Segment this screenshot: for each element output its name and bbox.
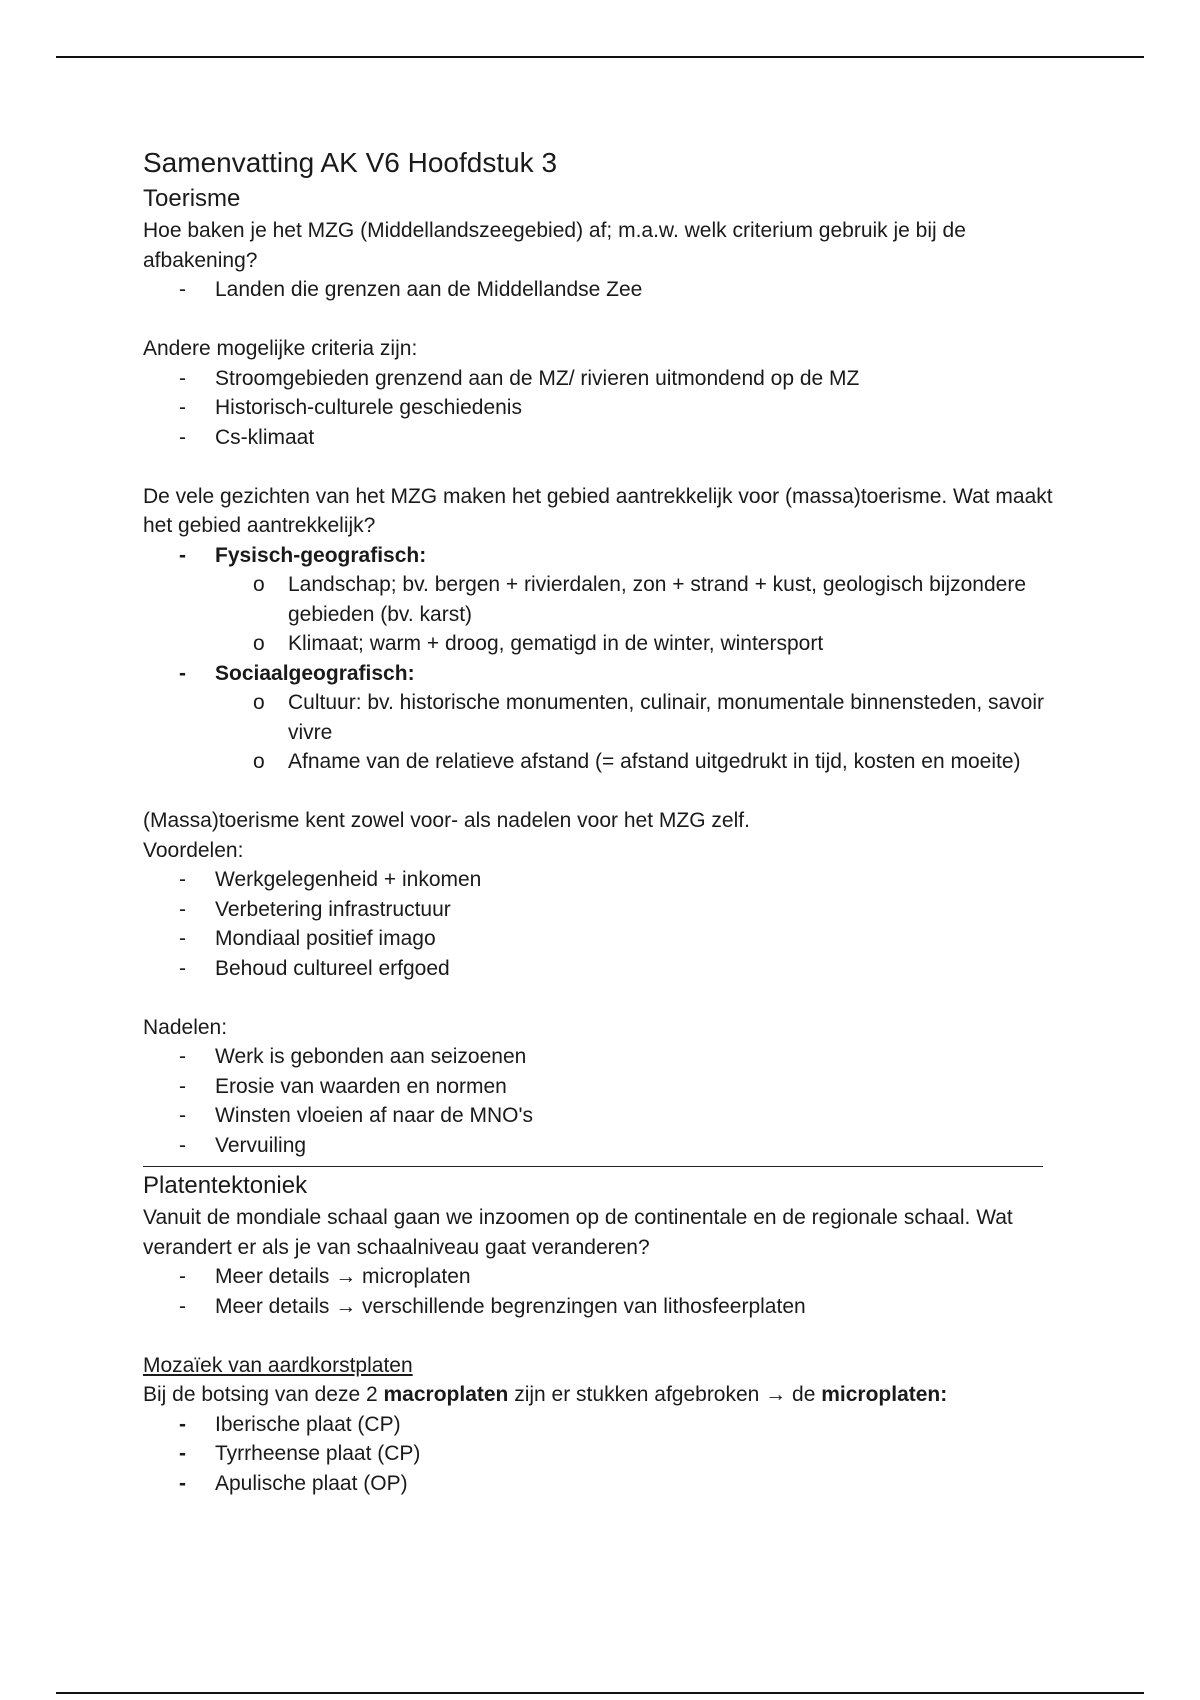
social-sublist — [143, 688, 1063, 777]
list-item: - Landen die grenzen aan de Middellandse Zee — [143, 275, 1063, 305]
dash-bullet: - — [179, 1412, 186, 1436]
list-item: - Stroomgebieden grenzend aan de MZ/ rivieren uitmondend op de MZ — [143, 364, 1063, 394]
list-item: - Vervuiling — [143, 1131, 1063, 1161]
list-item: - Iberische plaat (CP) — [143, 1410, 1063, 1440]
dash-bullet: - — [179, 543, 186, 567]
cons-label: Nadelen: — [143, 1015, 228, 1039]
dash-bullet: - — [179, 956, 186, 980]
section-heading-toerisme: Toerisme — [143, 185, 241, 212]
footer-rule — [56, 1692, 1144, 1694]
cons-list — [143, 1042, 1063, 1160]
question-paragraph: Hoe baken je het MZG (Middellandszeegebied) af; m.a.w. welk criterium gebruik je bij de afbakening? — [143, 219, 966, 272]
list-item: o Cultuur: bv. historische monumenten, culinair, monumentale binnensteden, savoir vivre — [143, 688, 1063, 747]
list-item: - Erosie van waarden en normen — [143, 1072, 1063, 1102]
list-item — [143, 659, 1063, 689]
list-item: - Mondiaal positief imago — [143, 924, 1063, 954]
list-item: o Landschap; bv. bergen + rivierdalen, zon + strand + kust, geologisch bijzondere gebieden (bv. karst) — [143, 570, 1063, 629]
list-item: - Werk is gebonden aan seizoenen — [143, 1042, 1063, 1072]
list-item: - Winsten vloeien af naar de MNO's — [143, 1101, 1063, 1131]
list-item: - Apulische plaat (OP) — [143, 1469, 1063, 1499]
list-item: - Meer details → microplaten — [143, 1262, 1063, 1292]
dash-bullet: - — [179, 1265, 186, 1288]
dash-bullet: - — [179, 1133, 186, 1157]
circle-bullet: o — [253, 691, 265, 714]
list-item — [143, 541, 1063, 571]
section-heading-platentektoniek: Platentektoniek — [143, 1172, 308, 1199]
dash-bullet: - — [179, 868, 186, 891]
section-separator — [143, 1166, 1043, 1167]
header-rule — [56, 56, 1144, 58]
list-item: - Verbetering infrastructuur — [143, 895, 1063, 925]
pros-label: Voordelen: — [143, 838, 244, 862]
list-item: o Afname van de relatieve afstand (= afstand uitgedrukt in tijd, kosten en moeite) — [143, 747, 1063, 777]
scale-change-list — [143, 1262, 1063, 1321]
attractiveness-intro: De vele gezichten van het MZG maken het gebied aantrekkelijk voor (massa)toerisme. Wat maakt het gebied aantrekkelijk? — [143, 484, 1053, 537]
scale-intro: Vanuit de mondiale schaal gaan we inzoomen op de continentale en de regionale schaal. Wat verandert er als je van schaalniveau gaat veranderen? — [143, 1206, 1013, 1259]
document-body — [143, 144, 1063, 1498]
macroplates-term: macroplaten — [383, 1383, 509, 1406]
attractiveness-list — [143, 541, 1063, 571]
dash-bullet: - — [179, 1294, 186, 1318]
circle-bullet: o — [253, 573, 265, 596]
dash-bullet: - — [179, 1045, 186, 1068]
dash-bullet: - — [179, 927, 186, 950]
dash-bullet: - — [179, 1471, 186, 1495]
dash-bullet: - — [179, 1442, 186, 1465]
other-criteria-list — [143, 364, 1063, 453]
list-item: - Historisch-culturele geschiedenis — [143, 393, 1063, 423]
dash-bullet: - — [179, 425, 186, 449]
list-item: - Werkgelegenheid + inkomen — [143, 865, 1063, 895]
subheading-mozaiek: Mozaïek van aardkorstplaten — [143, 1353, 413, 1377]
collision-paragraph: Bij de botsing van deze 2 macroplaten zijn er stukken afgebroken → de microplaten: — [143, 1383, 948, 1406]
circle-bullet: o — [253, 632, 265, 655]
pros-list — [143, 865, 1063, 983]
list-item: - Tyrrheense plaat (CP) — [143, 1439, 1063, 1469]
dash-bullet: - — [179, 396, 186, 419]
list-item: - Cs-klimaat — [143, 423, 1063, 453]
physical-label: Fysisch-geografisch: — [215, 543, 427, 567]
list-item: o Klimaat; warm + droog, gematigd in de winter, wintersport — [143, 629, 1063, 659]
dash-bullet: - — [179, 278, 186, 301]
list-item: - Behoud cultureel erfgoed — [143, 954, 1063, 984]
attractiveness-list-2 — [143, 659, 1063, 689]
dash-bullet: - — [179, 1074, 186, 1098]
social-label: Sociaalgeografisch: — [215, 661, 415, 685]
answer-list — [143, 275, 1063, 305]
mass-tourism-intro: (Massa)toerisme kent zowel voor- als nadelen voor het MZG zelf. — [143, 809, 750, 832]
microplates-term: microplaten: — [821, 1383, 948, 1406]
physical-sublist — [143, 570, 1063, 659]
document-title: Samenvatting AK V6 Hoofdstuk 3 — [143, 147, 558, 178]
dash-bullet: - — [179, 1104, 186, 1127]
dash-bullet: - — [179, 897, 186, 921]
list-item: - Meer details → verschillende begrenzingen van lithosfeerplaten — [143, 1292, 1063, 1322]
other-criteria-intro: Andere mogelijke criteria zijn: — [143, 337, 418, 360]
microplates-list — [143, 1410, 1063, 1499]
dash-bullet: - — [179, 661, 186, 685]
circle-bullet: o — [253, 750, 265, 773]
dash-bullet: - — [179, 366, 186, 390]
